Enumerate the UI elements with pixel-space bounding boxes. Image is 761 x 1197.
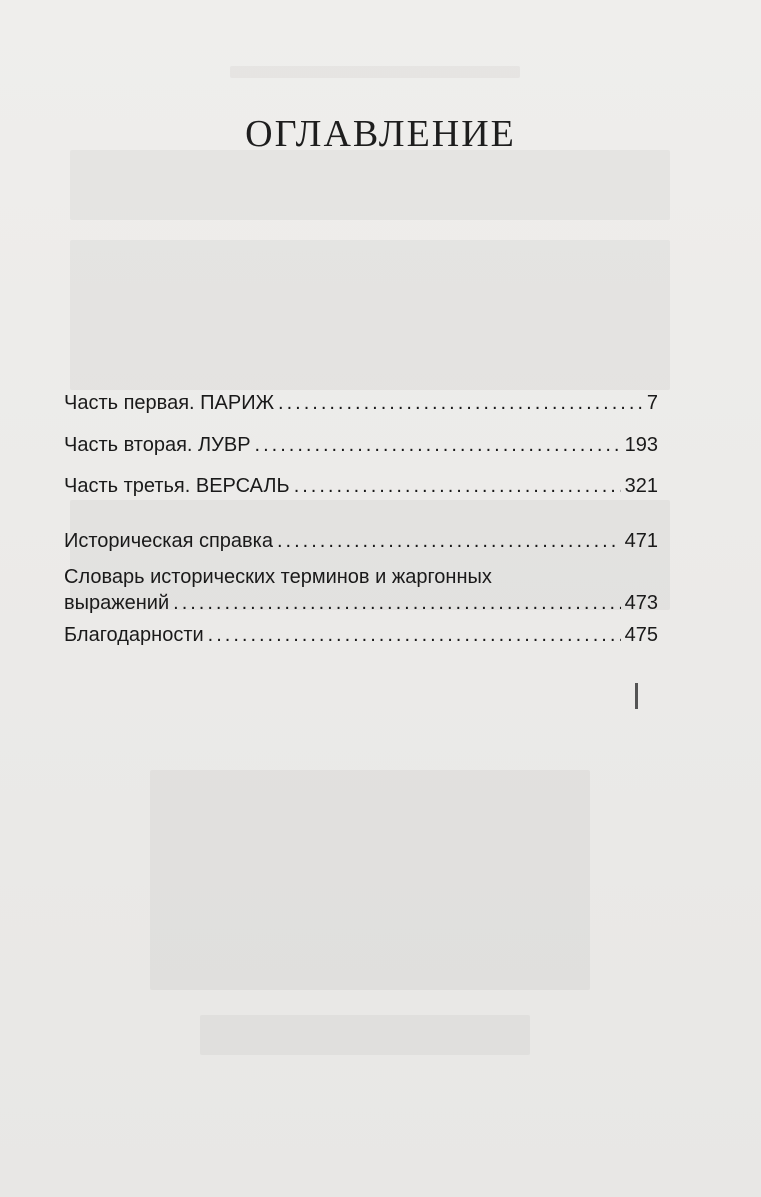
toc-entry-label: Историческая справка: [64, 530, 273, 552]
leader-dots: [278, 392, 643, 415]
bleed-through-barcode: [200, 1015, 530, 1055]
toc-entry-part2: [64, 434, 658, 457]
bleed-through-texture: [70, 240, 670, 390]
toc-entry-page: 473: [624, 592, 658, 614]
leader-dots: [277, 530, 621, 553]
toc-entry-part3: [64, 475, 658, 498]
toc-entry-page: 471: [624, 530, 658, 552]
bleed-through-texture: [70, 150, 670, 220]
bleed-through-texture: [150, 770, 590, 990]
toc-entry-glossary-line1: Словарь исторических терминов и жаргонных: [64, 566, 492, 588]
leader-dots: [294, 475, 621, 498]
print-mark: [635, 683, 638, 709]
leader-dots: [255, 434, 621, 457]
toc-entry-glossary: [64, 592, 658, 615]
toc-entry-label: Часть третья. ВЕРСАЛЬ: [64, 475, 290, 497]
leader-dots: [208, 624, 621, 647]
toc-entry-part1: [64, 392, 658, 415]
toc-entry-label: Часть первая. ПАРИЖ: [64, 392, 275, 414]
toc-entry-acknowledgements: [64, 624, 658, 647]
toc-entry-page: 7: [646, 392, 658, 414]
toc-entry-page: 475: [624, 624, 658, 646]
page-title: ОГЛАВЛЕНИЕ: [245, 113, 516, 155]
leader-dots: [173, 592, 620, 615]
toc-entry-page: 321: [624, 475, 658, 497]
toc-entry-label: Часть вторая. ЛУВР: [64, 434, 251, 456]
toc-entry-label: выражений: [64, 592, 170, 614]
toc-entry-page: 193: [624, 434, 658, 456]
bleed-through-texture: [230, 66, 520, 78]
toc-entry-label: Благодарности: [64, 624, 204, 646]
toc-entry-historical-note: [64, 530, 658, 553]
